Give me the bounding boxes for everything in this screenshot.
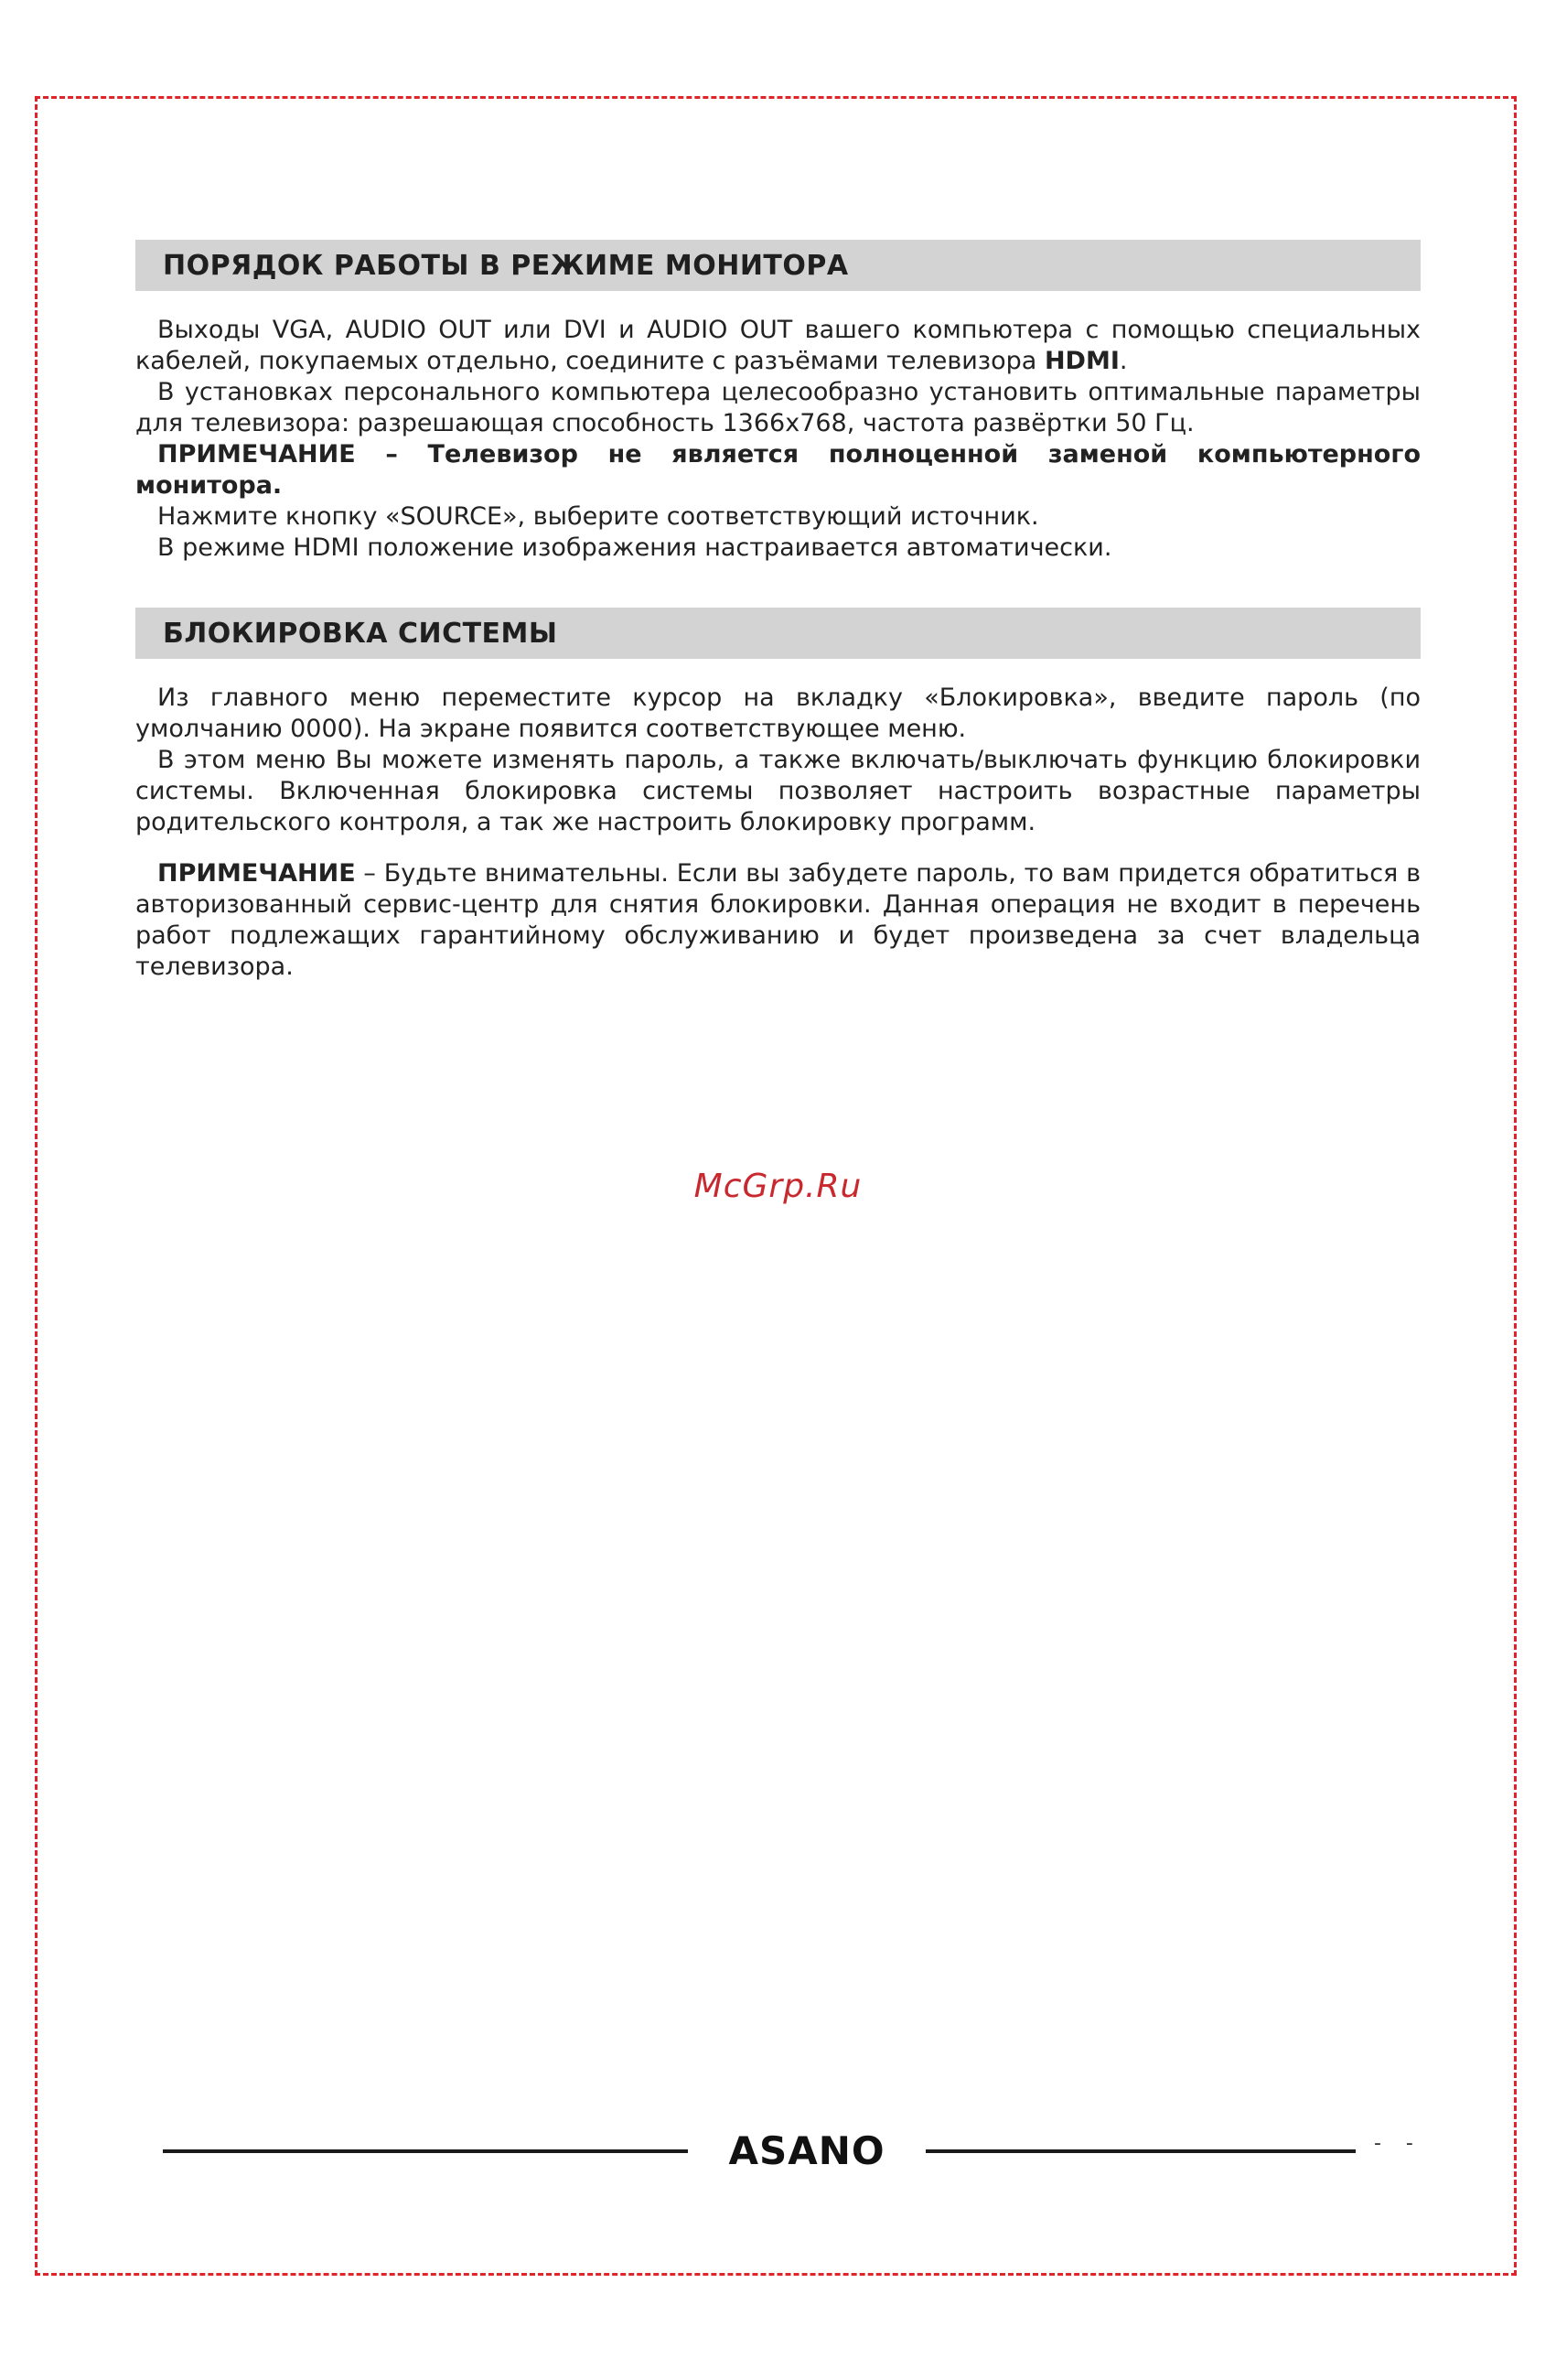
section-body-system-lock [135, 683, 1421, 983]
paragraph-lock-menu: Из главного меню переместите курсор на вкладку «Блокировка», введите пароль (по умолчанию 0000). На экране появится соответствующее меню. [135, 684, 1421, 743]
paragraph-connection-text: Выходы VGA, AUDIO OUT или DVI и AUDIO OUT вашего компьютера с помощью специальных кабелей, покупаемых отдельно, соедините с разъёмами телевизора [135, 316, 1421, 375]
paragraph-connection [135, 315, 1421, 377]
section-body-monitor-mode [135, 315, 1421, 564]
paragraph-source: Нажмите кнопку «SOURCE», выберите соответствующий источник. [157, 502, 1039, 531]
note-password-text: – Будьте внимательны. Если вы забудете пароль, то вам придется обратиться в авторизованный сервис-центр для снятия блокировки. Данная операция не входит в перечень работ подлежащих гарантийному обслуживанию и будет произведена за счет владельца телевизора. [135, 859, 1421, 981]
paragraph-pc-settings: В установках персонального компьютера целесообразно установить оптимальные параметры для телевизора: разрешающая способность 1366x768, частота развёртки 50 Гц. [135, 378, 1421, 437]
page-content [135, 240, 1421, 983]
footer-divider-left [163, 2149, 688, 2153]
page-footer [0, 2123, 1556, 2178]
brand-logo: ASANO [728, 2127, 885, 2173]
note-password [135, 858, 1421, 983]
section-title-system-lock: БЛОКИРОВКА СИСТЕМЫ [135, 608, 1421, 659]
paragraph-lock-functions: В этом меню Вы можете изменять пароль, а также включать/выключать функцию блокировки системы. Включенная блокировка системы позволяет настроить возрастные параметры родительского контроля, а так же настроить блокировку программ. [135, 746, 1421, 836]
hdmi-label: HDMI [1044, 347, 1120, 375]
note-monitor: ПРИМЕЧАНИЕ – Телевизор не является полноценной заменой компьютерного монитора. [135, 440, 1421, 500]
watermark: McGrp.Ru [693, 1168, 863, 1205]
page-number: - - [1374, 2132, 1422, 2155]
note-password-label: ПРИМЕЧАНИЕ [157, 859, 356, 888]
footer-divider-right [926, 2149, 1356, 2153]
paragraph-auto-position: В режиме HDMI положение изображения настраивается автоматически. [157, 533, 1112, 562]
section-title-monitor-mode: ПОРЯДОК РАБОТЫ В РЕЖИМЕ МОНИТОРА [135, 240, 1421, 291]
paragraph-connection-end: . [1119, 347, 1128, 375]
